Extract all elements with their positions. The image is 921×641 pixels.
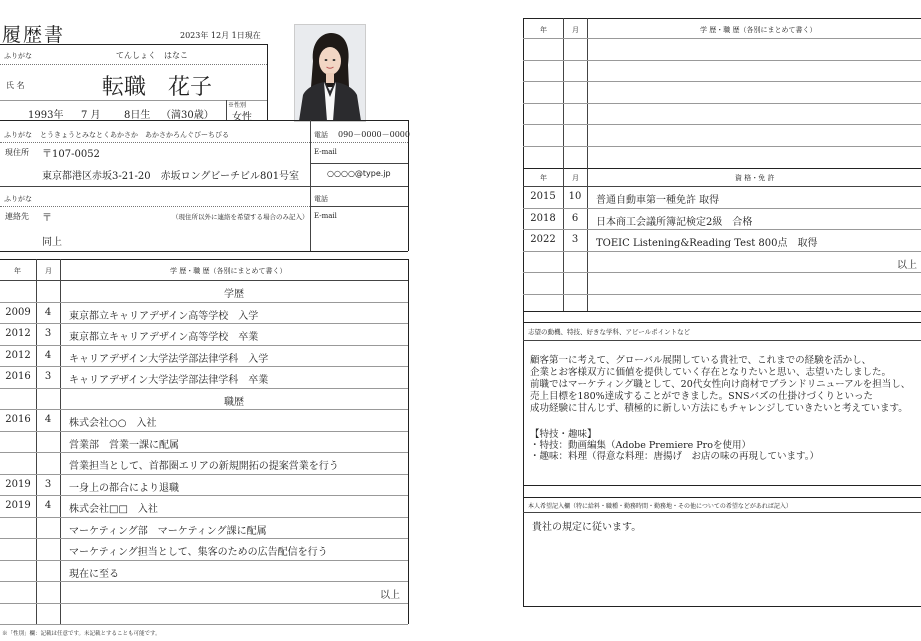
gender: 女性	[232, 112, 252, 123]
license-year: 2022	[530, 234, 556, 245]
postal-code: 〒107-0052	[42, 149, 100, 160]
history-month: 4	[44, 500, 52, 511]
email-value: ○○○○@type.jp	[327, 169, 391, 178]
history-entry: マーケティング部 マーケティング課に配属	[69, 525, 267, 537]
address-furigana-label: ふりがな	[4, 131, 32, 139]
history-year-header: 年	[14, 267, 21, 275]
license-row-divider	[523, 208, 921, 209]
license-month-header: 月	[572, 174, 579, 182]
right-history-title-header: 学 歴・職 歴（各別にまとめて書く）	[700, 26, 817, 34]
name-furigana: てんしょく はなこ	[116, 51, 188, 60]
license-row-divider	[523, 229, 921, 230]
history-entry: 職歴	[224, 396, 244, 408]
history-entry: 学歴	[224, 289, 244, 300]
tel-label: 電話	[314, 131, 328, 139]
history-year: 2009	[5, 306, 31, 318]
contact-value: 同上	[42, 237, 62, 248]
birth-month: 7 月	[81, 110, 101, 121]
resume-date: 2023年 12月 1日現在	[180, 31, 261, 40]
license-month: 6	[571, 212, 579, 224]
right-history-year-header: 年	[540, 26, 547, 34]
history-row-divider	[0, 603, 408, 604]
contact-email-label: E-mail	[314, 212, 337, 220]
history-entry: キャリアデザイン大学法学部法律学科 入学	[69, 353, 269, 365]
birth-year: 1993年	[28, 110, 64, 121]
license-row-divider	[523, 294, 921, 295]
history-row-divider	[0, 538, 408, 539]
motivation-label: 志望の動機、特技、好きな学科、アピールポイントなど	[528, 328, 691, 336]
motivation-line: 売上目標を180%達成することができました。SNSバズの仕掛けづくりといった	[530, 391, 873, 402]
license-entry: 日本商工会議所簿記検定2級 合格	[596, 216, 753, 228]
license-year-header: 年	[540, 174, 547, 182]
license-month: 10	[568, 191, 582, 202]
license-entry: 以上	[897, 259, 917, 271]
license-month: 3	[571, 234, 579, 245]
license-year: 2018	[530, 212, 556, 224]
history-entry: キャリアデザイン大学法学部法律学科 卒業	[69, 375, 269, 386]
history-row-divider	[523, 146, 921, 147]
history-month: 4	[44, 414, 52, 425]
contact-postal: 〒	[42, 213, 52, 224]
license-header-divider	[523, 186, 921, 187]
applicant-name: 転職 花子	[102, 75, 213, 100]
resume-title: 履歴書	[2, 24, 66, 46]
motivation-line: 前職ではマーケティング職として、20代女性向け商材でブランドリニューアルを担当し、	[530, 379, 911, 390]
history-row-divider	[0, 452, 408, 453]
history-entry: 一身上の都合により退職	[69, 482, 179, 494]
email-label: E-mail	[314, 148, 337, 156]
history-row-divider	[523, 124, 921, 125]
address-furigana: とうきょうとみなとくあかさか あかさかろんぐびーちびる	[40, 131, 229, 139]
tel-value: 090－0000－0000	[338, 130, 410, 139]
history-entry: 営業担当として、首都圏エリアの新規開拓の提案営業を行う	[69, 461, 339, 472]
history-row-divider	[0, 495, 408, 496]
right-history-month-header: 月	[572, 26, 579, 34]
history-entry: 以上	[380, 590, 400, 601]
request-value: 貴社の規定に従います。	[532, 522, 642, 533]
history-year: 2012	[5, 328, 31, 339]
skills-title: 【特技・趣味】	[530, 429, 597, 440]
contact-furigana-label: ふりがな	[4, 195, 32, 203]
request-label: 本人希望記入欄（特に給料・職種・勤務時間・勤務地・その他についての希望などがあれば記入）	[528, 503, 792, 510]
history-row-divider	[0, 345, 408, 346]
history-year: 2019	[5, 478, 31, 490]
footnote: ※「性別」欄：記載は任意です。未記載とすることも可能です。	[2, 631, 161, 637]
license-title-header: 資 格・免 許	[735, 174, 775, 182]
history-row-divider	[0, 431, 408, 432]
history-row-divider	[523, 60, 921, 61]
name-label: 氏 名	[6, 81, 25, 90]
history-entry: マーケティング担当として、集客のための広告配信を行う	[69, 547, 328, 558]
license-entry: TOEIC Listening&Reading Test 800点 取得	[596, 238, 818, 249]
history-title-header: 学 歴・職 歴（各別にまとめて書く）	[170, 267, 287, 275]
history-row-divider	[0, 409, 408, 410]
history-entry: 東京都立キャリアデザイン高等学校 入学	[69, 310, 259, 322]
license-entry: 普通自動車第一種免許 取得	[596, 195, 720, 206]
furigana-label: ふりがな	[4, 52, 32, 60]
skills-line: ・特技：動画編集（Adobe Premiere Proを使用）	[530, 440, 751, 451]
age: （満30歳）	[161, 110, 214, 121]
history-row-divider	[0, 302, 408, 303]
history-month: 4	[44, 349, 52, 361]
address-label: 現住所	[5, 148, 29, 157]
skills-line: ・趣味：料理（得意な料理：唐揚げ お店の味の再現しています。）	[530, 451, 819, 462]
history-row-divider	[0, 624, 408, 625]
history-row-divider	[0, 474, 408, 475]
history-year: 2016	[5, 414, 31, 425]
history-month: 4	[44, 306, 52, 318]
history-entry: 東京都立キャリアデザイン高等学校 卒業	[69, 332, 259, 343]
history-entry: 営業部 営業一課に配属	[69, 439, 179, 451]
history-year: 2019	[5, 500, 31, 511]
motivation-line: 顧客第一に考えて、グローバル展開している貴社で、これまでの経験を活かし、	[530, 355, 872, 366]
motivation-line: 企業とお客様双方に価値を提供していく存在となりたいと思い、志望いたしました。	[530, 367, 892, 378]
contact-label: 連絡先	[5, 212, 29, 221]
motivation-line: 成功経験に甘んじず、積極的に新しい方法にもチャレンジしていきたいと考えています。	[530, 403, 908, 414]
license-year: 2015	[530, 191, 556, 202]
history-month: 3	[44, 371, 52, 382]
history-header-divider	[0, 280, 408, 281]
history-month: 3	[44, 328, 52, 339]
contact-note: （現住所以外に連絡を希望する場合のみ記入）	[172, 213, 309, 221]
applicant-photo	[294, 24, 366, 122]
history-entry: 株式会社○○ 入社	[69, 418, 157, 429]
history-year: 2012	[5, 349, 31, 361]
history-row-divider	[0, 560, 408, 561]
history-row-divider	[0, 323, 408, 324]
license-row-divider	[523, 272, 921, 273]
history-row-divider	[523, 38, 921, 39]
birth-day: 8日生	[124, 110, 151, 121]
gender-note: ※性別	[228, 102, 247, 109]
history-entry: 現在に至る	[69, 568, 119, 580]
history-row-divider	[523, 103, 921, 104]
address-value: 東京都港区赤坂3-21-20 赤坂ロングビーチビル801号室	[42, 171, 300, 182]
history-month: 3	[44, 478, 52, 490]
history-row-divider	[0, 388, 408, 389]
history-row-divider	[0, 517, 408, 518]
history-entry: 株式会社□□ 入社	[69, 504, 158, 515]
license-row-divider	[523, 251, 921, 252]
history-row-divider	[0, 366, 408, 367]
history-row-divider	[523, 81, 921, 82]
history-month-header: 月	[45, 267, 52, 275]
history-row-divider	[0, 581, 408, 582]
contact-tel-label: 電話	[314, 195, 328, 203]
history-year: 2016	[5, 371, 31, 382]
